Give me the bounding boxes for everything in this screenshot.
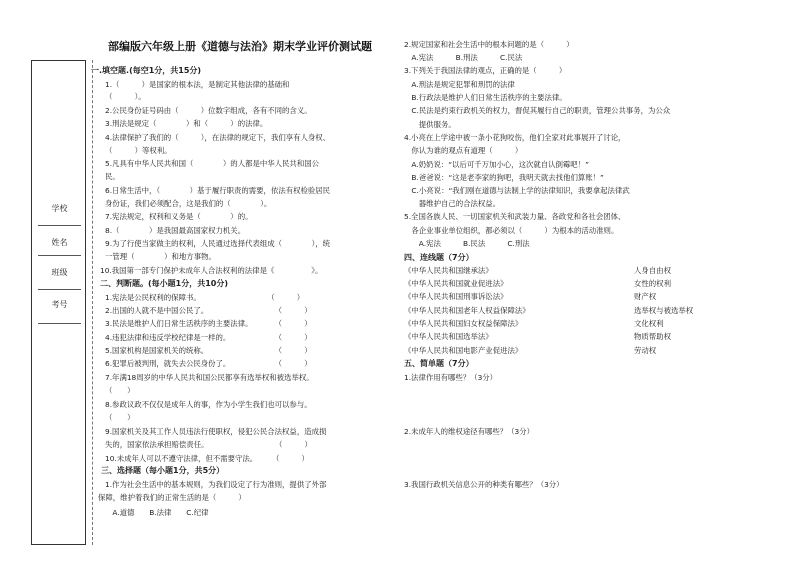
match-right-item: 选举权与被选举权 xyxy=(634,306,694,315)
question-line: 8.参政议政不仅仅是成年人的事，作为小学生我们也可以参与。 xyxy=(105,400,312,409)
question-line: 一管理（ ）和地方事物。 xyxy=(105,252,216,261)
short-answer-question: 3.我国行政机关信息公开的种类有哪些？（3分） xyxy=(404,480,564,489)
match-right-item: 劳动权 xyxy=(634,346,657,355)
match-law-item: 《中华人民共和国电影产业促进法》 xyxy=(404,346,523,355)
question-line: 器维护自己的合法权益。 xyxy=(404,199,501,208)
question-line: （ ） xyxy=(105,413,135,422)
match-law-item: 《中华人民共和国老年人权益保障法》 xyxy=(404,306,530,315)
question-line: 1.作为社会生活中的基本规则，为我们设定了行为准则，提供了外部 xyxy=(105,480,327,489)
match-law-item: 《中华人民共和国刑事诉讼法》 xyxy=(404,292,508,301)
school-label: 学校 xyxy=(51,204,68,213)
question-line: （ ）等权利。 xyxy=(105,146,172,155)
question-line: 民。 xyxy=(105,172,120,181)
question-line: 8.（ ）是我国最高国家权力机关。 xyxy=(105,226,246,235)
section-heading: 二、判断题。(每小题1分，共10分) xyxy=(100,279,229,288)
question-line: （ ） xyxy=(105,386,135,395)
question-line: A.宪法 B.民法 C.刑法 xyxy=(404,239,530,248)
question-line: 9.为了行使当家做主的权利，人民通过选择代表组成（ ），统 xyxy=(105,239,331,248)
exam-number-line xyxy=(38,323,81,324)
question-line: A.宪法 B.刑法 C.民法 xyxy=(404,53,523,62)
question-line: 10.未成年人可以不遵守法律，但不需要守法。 （ ） xyxy=(105,454,309,463)
question-line: C.民法是约束行政机关的权力，督促其履行自己的职责，管理公共事务，为公众 xyxy=(404,106,671,115)
question-line: 提供服务。 xyxy=(404,120,456,129)
question-line: 5.国家机构是国家机关的统称。 （ ） xyxy=(105,346,312,355)
section-heading: 五、简单题（7分） xyxy=(404,359,474,368)
question-line: C.小亮说：“我们刚在道德与法制上学的法律知识，我要拿起法律武 xyxy=(404,186,630,195)
match-right-item: 财产权 xyxy=(634,292,657,301)
question-line: B.爸爸说：“这是老李家的狗吧，我明天就去找他们算账！” xyxy=(404,173,604,182)
question-line: 5.凡具有中华人民共和国（ ）的人都是中华人民共和国公 xyxy=(105,159,319,168)
class-line xyxy=(38,289,81,290)
question-line: 失的，国家依法承担赔偿责任。 （ ） xyxy=(105,440,312,449)
match-right-item: 文化权利 xyxy=(634,319,664,328)
match-law-item: 《中华人民共和国妇女权益保障法》 xyxy=(404,319,523,328)
question-line: B.行政法是维护人们日常生活秩序的主要法律。 xyxy=(404,93,567,102)
section-heading: 一.填空题.(每空1分，共15分) xyxy=(91,66,202,75)
question-line: A.刑法是规定犯罪和刑罚的法律 xyxy=(404,80,515,89)
question-line: 身份证，我们必须配合，这是我们的（ ）。 xyxy=(105,199,272,208)
match-law-item: 《中华人民共和国选举法》 xyxy=(404,332,493,341)
binding-line xyxy=(92,60,93,545)
section-heading: 三、选择题（每小题1分，共5分） xyxy=(101,466,225,475)
exam-number-label: 考号 xyxy=(51,300,68,309)
question-line: 4.小亮在上学途中被一条小花狗咬伤，他们全家对此事展开了讨论， xyxy=(404,133,626,142)
match-right-item: 女性的权利 xyxy=(634,279,671,288)
question-line: 1.宪法是公民权利的保障书。 （ ） xyxy=(105,293,305,302)
question-line: 2.规定国家和社会生活中的根本问题的是（ ） xyxy=(404,40,574,49)
match-law-item: 《中华人民共和国就业促进法》 xyxy=(404,279,508,288)
school-line xyxy=(38,225,81,226)
question-line: 7.年满18周岁的中华人民共和国公民都享有选举权和被选举权。 xyxy=(105,373,314,382)
question-line: 9.国家机关及其工作人员违法行使职权，侵犯公民合法权益，造成损 xyxy=(105,427,327,436)
student-info-box xyxy=(31,60,86,545)
page-title: 部编版六年级上册《道德与法治》期末学业评价测试题 xyxy=(108,40,372,53)
question-line: 你认为谁的观点有道理（ ） xyxy=(404,146,523,155)
name-label: 姓名 xyxy=(51,238,68,247)
question-line: 3.民法是维护人们日常生活秩序的主要法律。 （ ） xyxy=(105,319,312,328)
question-line: （ ）。 xyxy=(105,92,146,101)
question-line: 5.全国各族人民、一切国家机关和武装力量、各政党和各社会团体、 xyxy=(404,212,626,221)
question-line: 2.出国的人就不是中国公民了。 （ ） xyxy=(105,306,312,315)
section-heading: 四、连线题（7分） xyxy=(404,253,474,262)
match-right-item: 物质帮助权 xyxy=(634,332,671,341)
short-answer-question: 1.法律作用有哪些？（3分） xyxy=(404,373,498,382)
question-line: 2.公民身份证号码由（ ）位数字组成，各有不同的含义。 xyxy=(105,106,312,115)
question-line: 3.下列关于我国法律的观点，正确的是（ ） xyxy=(404,66,567,75)
match-right-item: 人身自由权 xyxy=(634,266,671,275)
question-line: 10.我国第一部专门保护未成年人合法权利的法律是《 》。 xyxy=(100,266,323,275)
question-line: 1.（ ）是国家的根本法，是制定其他法律的基础和 xyxy=(105,80,290,89)
short-answer-question: 2.未成年人的维权途径有哪些？（3分） xyxy=(404,427,535,436)
question-line: A.道德 B.法律 C.纪律 xyxy=(105,508,209,517)
question-line: 7.宪法规定，权利和义务是（ ）的。 xyxy=(105,212,253,221)
question-line: 4.法律保护了我们的（ ），在法律的规定下，我们享有人身权、 xyxy=(105,133,331,142)
question-line: 6.犯罪后被判刑，就失去公民身份了。 （ ） xyxy=(105,359,312,368)
question-line: A.奶奶说：“以后可千万加小心，这次就自认倒霉吧！” xyxy=(404,160,589,169)
question-line: 保障，维护着我们的正常生活的是（ ） xyxy=(98,493,246,502)
question-line: 4.违犯法律和违反学校纪律是一样的。 （ ） xyxy=(105,333,312,342)
name-line xyxy=(38,255,81,256)
question-line: 各企业事业单位组织，都必须以（ ）为根本的活动准则。 xyxy=(404,226,619,235)
question-line: 3.刑法是规定（ ）和（ ）的法律。 xyxy=(105,119,268,128)
question-line: 6.日常生活中，（ ）基于履行职责的需要，依法有权检验居民 xyxy=(105,186,331,195)
match-law-item: 《中华人民共和国继承法》 xyxy=(404,266,493,275)
class-label: 班级 xyxy=(51,268,68,277)
